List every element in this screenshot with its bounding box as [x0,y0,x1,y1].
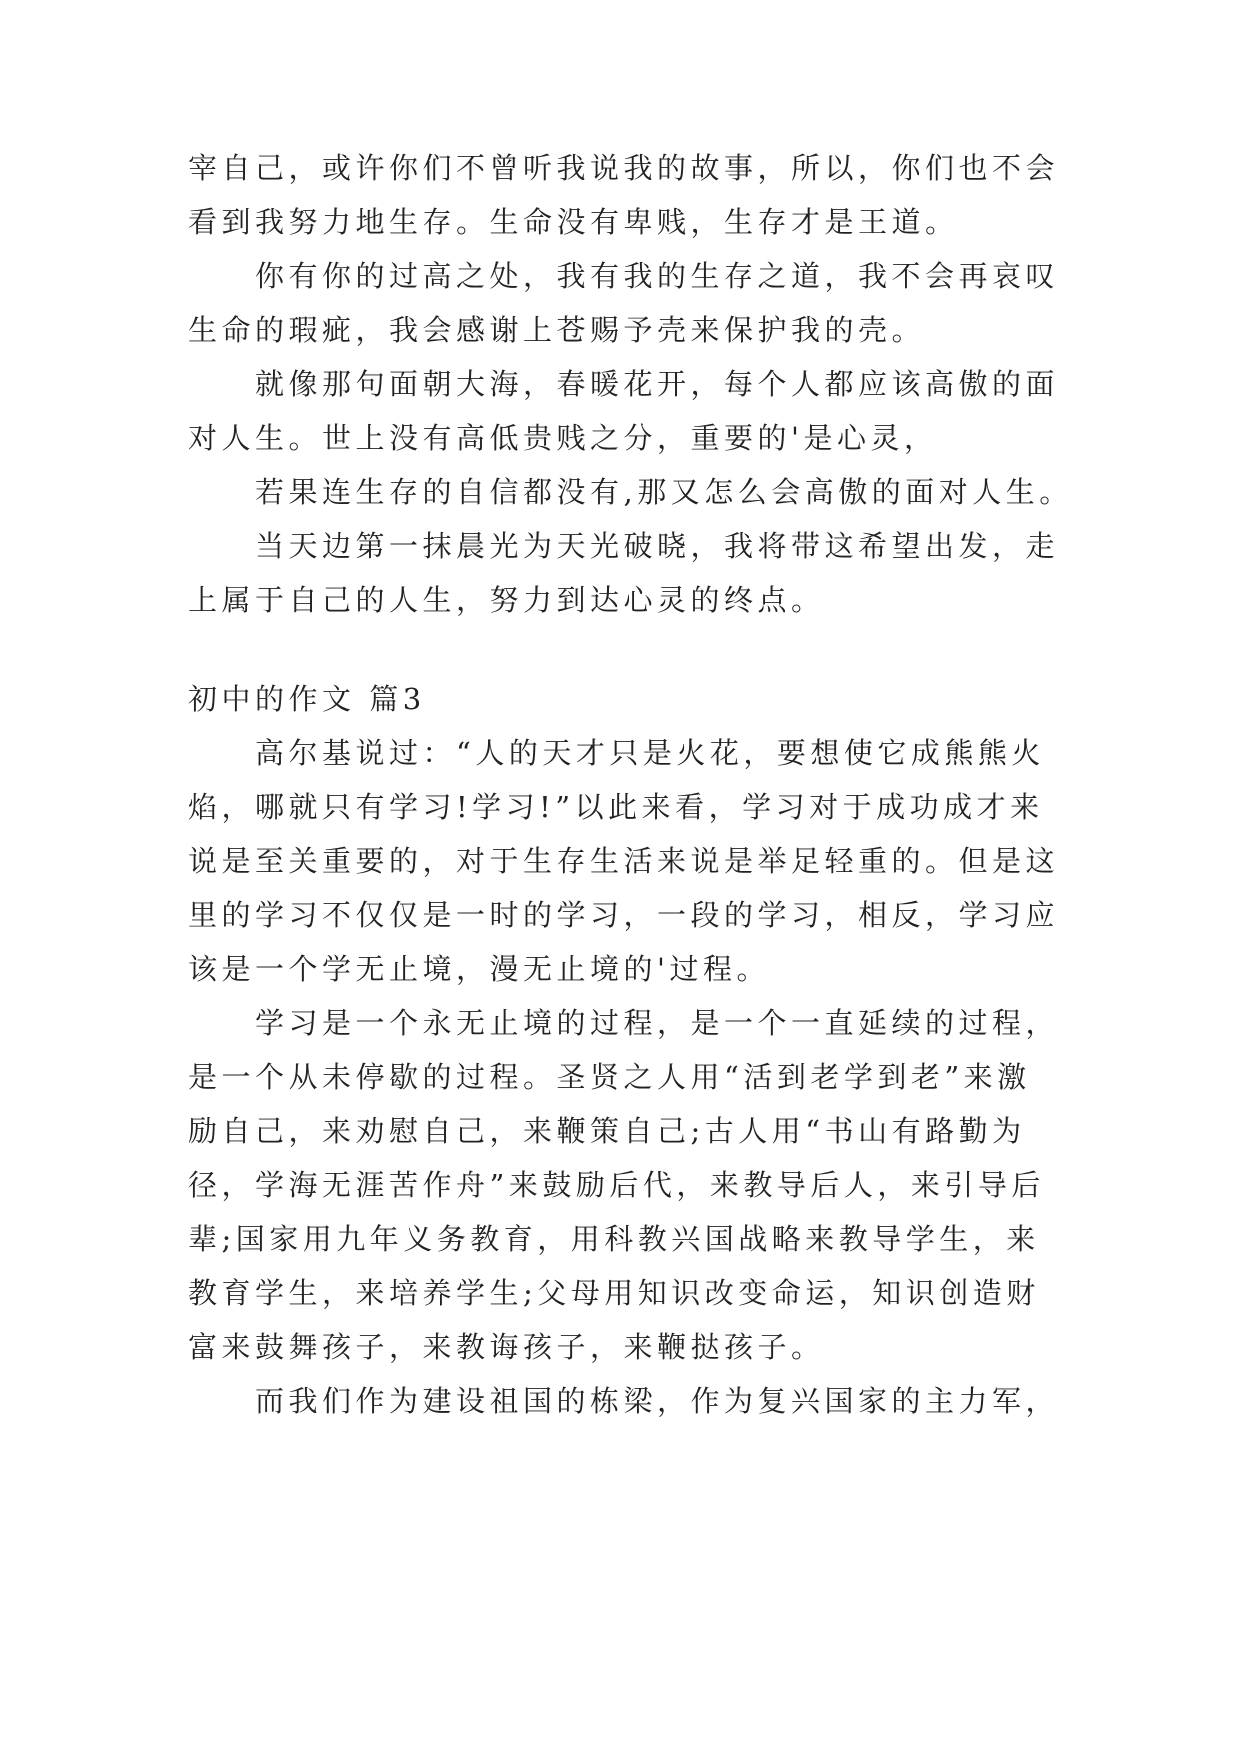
text-line: 生命的瑕疵，我会感谢上苍赐予壳来保护我的壳。 [188,313,926,347]
text-line: 宰自己，或许你们不曾听我说我的故事，所以，你们也不会 [188,151,1060,185]
section-heading: 初中的作文 篇3 [188,682,426,716]
paragraph-start: 当天边第一抹晨光为天光破晓，我将带这希望出发，走 [255,529,1060,563]
text-line: 里的学习不仅仅是一时的学习，一段的学习，相反，学习应 [188,898,1060,932]
text-line: 励自己，来劝慰自己，来鞭策自己;古人用“书山有路勤为 [188,1114,1026,1148]
paragraph-start: 而我们作为建设祖国的栋梁，作为复兴国家的主力军， [255,1384,1060,1418]
paragraph-start: 若果连生存的自信都没有,那又怎么会高傲的面对人生。 [255,475,1073,509]
paragraph-start: 学习是一个永无止境的过程，是一个一直延续的过程， [255,1006,1060,1040]
text-line: 是一个从未停歇的过程。圣贤之人用“活到老学到老”来激 [188,1060,1031,1094]
text-line: 对人生。世上没有高低贵贱之分，重要的'是心灵， [188,421,938,455]
text-line: 富来鼓舞孩子，来教诲孩子，来鞭挞孩子。 [188,1330,825,1364]
text-line: 焰，哪就只有学习!学习!”以此来看，学习对于成功成才来 [188,790,1044,824]
text-line: 该是一个学无止境，漫无止境的'过程。 [188,952,770,986]
text-line: 看到我努力地生存。生命没有卑贱，生存才是王道。 [188,205,959,239]
text-line: 教育学生，来培养学生;父母用知识改变命运，知识创造财 [188,1276,1040,1310]
paragraph-start: 就像那句面朝大海，春暖花开，每个人都应该高傲的面 [255,367,1060,401]
paragraph-start: 你有你的过高之处，我有我的生存之道，我不会再哀叹 [255,259,1060,293]
text-line: 径，学海无涯苦作舟”来鼓励后代，来教导后人，来引导后 [188,1168,1045,1202]
text-line: 上属于自己的人生，努力到达心灵的终点。 [188,583,825,617]
paragraph-start: 高尔基说过：“人的天才只是火花，要想使它成熊熊火 [255,736,1045,770]
text-line: 辈;国家用九年义务教育，用科教兴国战略来教导学生，来 [188,1222,1040,1256]
text-line: 说是至关重要的，对于生存生活来说是举足轻重的。但是这 [188,844,1060,878]
